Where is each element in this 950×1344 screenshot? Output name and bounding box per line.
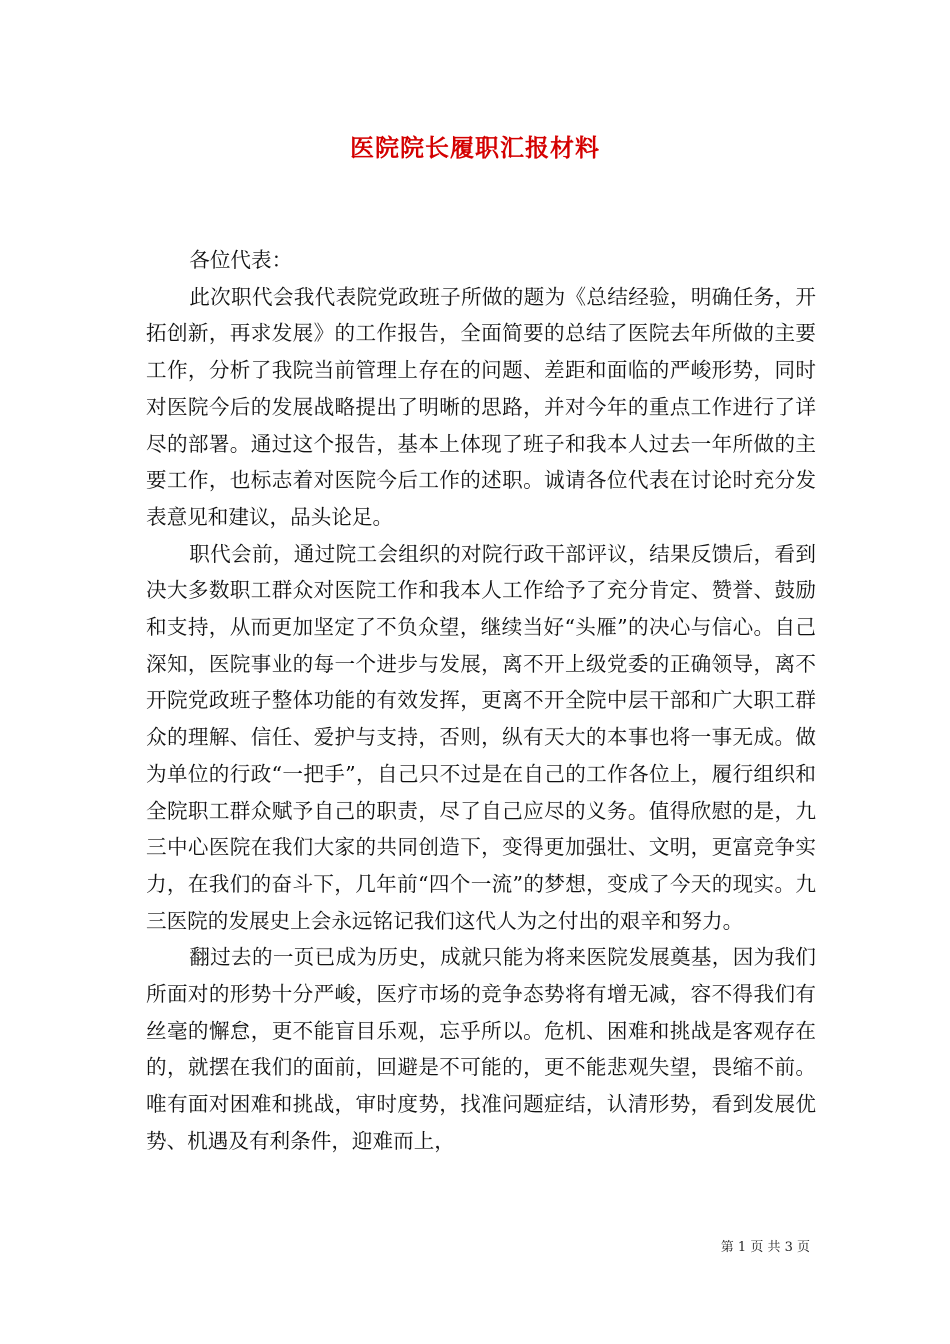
document-title: 医院院长履职汇报材料 [350, 133, 600, 162]
document-body [146, 242, 816, 1160]
page-number-footer: 第 1 页 共 3 页 [720, 1240, 810, 1255]
paragraph-2: 职代会前，通过院工会组织的对院行政干部评议，结果反馈后，看到决大多数职工群众对医院工作和我本人工作给予了充分肯定、赞誉、鼓励和支持，从而更加坚定了不负众望，继续当好“头雁”的决心与信心。自己深知，医院事业的每一个进步与发展，离不开上级党委的正确领导，离不开院党政班子整体功能的有效发挥，更离不开全院中层干部和广大职工群众的理解、信任、爱护与支持，否则，纵有天大的本事也将一事无成。做为单位的行政“一把手”，自己只不过是在自己的工作各位上，履行组织和全院职工群众赋予自己的职责，尽了自己应尽的义务。值得欣慰的是，九三中心医院在我们大家的共同创造下，变得更加强壮、文明，更富竞争实力，在我们的奋斗下，几年前“四个一流”的梦想，变成了今天的现实。九三医院的发展史上会永远铭记我们这代人为之付出的艰辛和努力。 [146, 541, 816, 933]
paragraph-3: 翻过去的一页已成为历史，成就只能为将来医院发展奠基，因为我们所面对的形势十分严峻，医疗市场的竞争态势将有增无减，容不得我们有丝毫的懈怠，更不能盲目乐观，忘乎所以。危机、困难和挑战是客观存在的，就摆在我们的面前，回避是不可能的，更不能悲观失望，畏缩不前。唯有面对困难和挑战，审时度势，找准问题症结，认清形势，看到发展优势、机遇及有利条件，迎难而上， [146, 945, 816, 1153]
paragraph-1: 此次职代会我代表院党政班子所做的题为《总结经验，明确任务，开拓创新，再求发展》的工作报告，全面简要的总结了医院去年所做的主要工作，分析了我院当前管理上存在的问题、差距和面临的严峻形势，同时对医院今后的发展战略提出了明晰的思路，并对今年的重点工作进行了详尽的部署。通过这个报告，基本上体现了班子和我本人过去一年所做的主要工作，也标志着对医院今后工作的述职。诚请各位代表在讨论时充分发表意见和建议，品头论足。 [146, 284, 816, 529]
salutation: 各位代表： [189, 248, 293, 272]
